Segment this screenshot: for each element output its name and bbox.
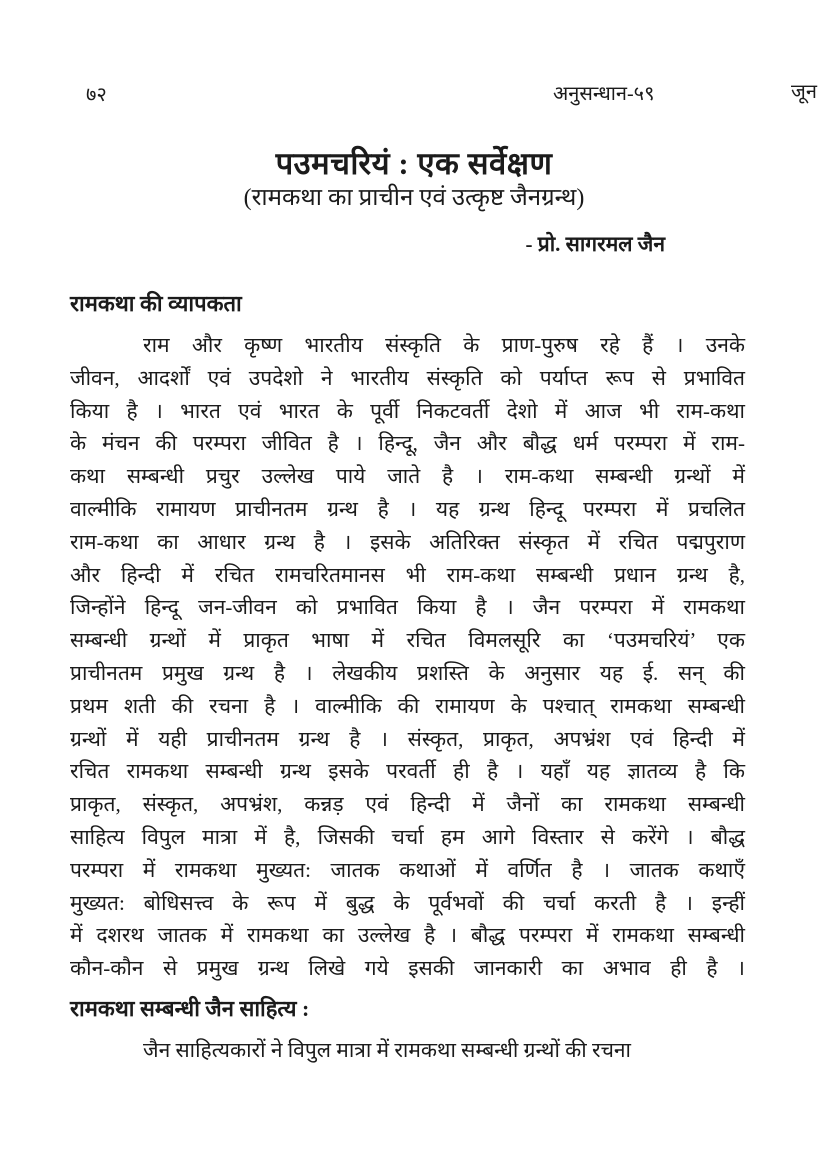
text-line: कथा सम्बन्धी प्रचुर उल्लेख पाये जाते है । राम-कथा सम्बन्धी ग्रन्थों में xyxy=(70,464,745,489)
article-subtitle: (रामकथा का प्राचीन एवं उत्कृष्ट जैनग्रन्थ) xyxy=(243,185,585,211)
text-line: में दशरथ जातक में रामकथा का उल्लेख है । बौद्ध परम्परा में रामकथा सम्बन्धी xyxy=(70,923,745,948)
text-line: जैन साहित्यकारों ने विपुल मात्रा में रामकथा सम्बन्धी ग्रन्थों की रचना xyxy=(143,1037,631,1062)
journal-issue-label: अनुसन्धान-५९ xyxy=(553,83,655,105)
paragraph-jain-sahitya xyxy=(70,1034,745,1067)
text-line: जीवन, आदर्शों एवं उपदेशो ने भारतीय संस्कृति को पर्याप्त रूप से प्रभावित xyxy=(70,365,745,390)
text-line: और हिन्दी में रचित रामचरितमानस भी राम-कथा सम्बन्धी प्रधान ग्रन्थ है, xyxy=(70,562,745,587)
text-line: कौन-कौन से प्रमुख ग्रन्थ लिखे गये इसकी जानकारी का अभाव ही है । xyxy=(70,956,745,981)
text-line: किया है । भारत एवं भारत के पूर्वी निकटवर्ती देशो में आज भी राम-कथा xyxy=(70,398,745,423)
text-line: वाल्मीकि रामायण प्राचीनतम ग्रन्थ है । यह ग्रन्थ हिन्दू परम्परा में प्रचलित xyxy=(70,496,745,521)
text-line: सम्बन्धी ग्रन्थों में प्राकृत भाषा में रचित विमलसूरि का ‘पउमचरियं’ एक xyxy=(70,628,745,653)
text-line: प्राचीनतम प्रमुख ग्रन्थ है । लेखकीय प्रशस्ति के अनुसार यह ई. सन् की xyxy=(70,660,745,685)
text-line: परम्परा में रामकथा मुख्यत: जातक कथाओं में वर्णित है । जातक कथाएँ xyxy=(70,857,745,882)
issue-month-label: जून xyxy=(791,81,817,103)
running-header xyxy=(0,0,828,110)
page-number: ७२ xyxy=(86,84,107,106)
text-line: के मंचन की परम्परा जीवित है । हिन्दू, जैन और बौद्ध धर्म परम्परा में राम- xyxy=(70,431,745,456)
text-line: राम और कृष्ण भारतीय संस्कृति के प्राण-पुरुष रहे हैं । उनके xyxy=(143,333,745,357)
text-line: मुख्यत: बोधिसत्त्व के रूप में बुद्ध के पूर्वभवों की चर्चा करती है । इन्हीं xyxy=(70,890,745,915)
text-line: प्राकृत, संस्कृत, अपभ्रंश, कन्नड़ एवं हिन्दी में जैनों का रामकथा सम्बन्धी xyxy=(70,792,745,817)
text-line: प्रथम शती की रचना है । वाल्मीकि की रामायण के पश्चात् रामकथा सम्बन्धी xyxy=(70,693,745,718)
article-title: पउमचरियं : एक सर्वेक्षण xyxy=(275,145,553,181)
text-line: रचित रामकथा सम्बन्धी ग्रन्थ इसके परवर्ती ही है । यहाँ यह ज्ञातव्य है कि xyxy=(70,759,745,784)
section-heading-jain-sahitya: रामकथा सम्बन्धी जैन साहित्य : xyxy=(70,995,310,1021)
article-body xyxy=(70,287,745,1067)
text-line: जिन्होंने हिन्दू जन-जीवन को प्रभावित किया है । जैन परम्परा में रामकथा xyxy=(70,595,745,620)
text-line: ग्रन्थों में यही प्राचीनतम ग्रन्थ है । संस्कृत, प्राकृत, अपभ्रंश एवं हिन्दी में xyxy=(70,726,745,751)
section-heading-ramkatha-vyapakta: रामकथा की व्यापकता xyxy=(70,291,242,316)
text-line: साहित्य विपुल मात्रा में है, जिसकी चर्चा हम आगे विस्तार से करेंगे । बौद्ध xyxy=(70,824,745,849)
text-line: राम-कथा का आधार ग्रन्थ है । इसके अतिरिक्त संस्कृत में रचित पद्मपुराण xyxy=(70,529,745,554)
paragraph-ramkatha-vyapakta xyxy=(70,329,745,985)
article-author: - प्रो. सागरमल जैन xyxy=(525,232,665,256)
